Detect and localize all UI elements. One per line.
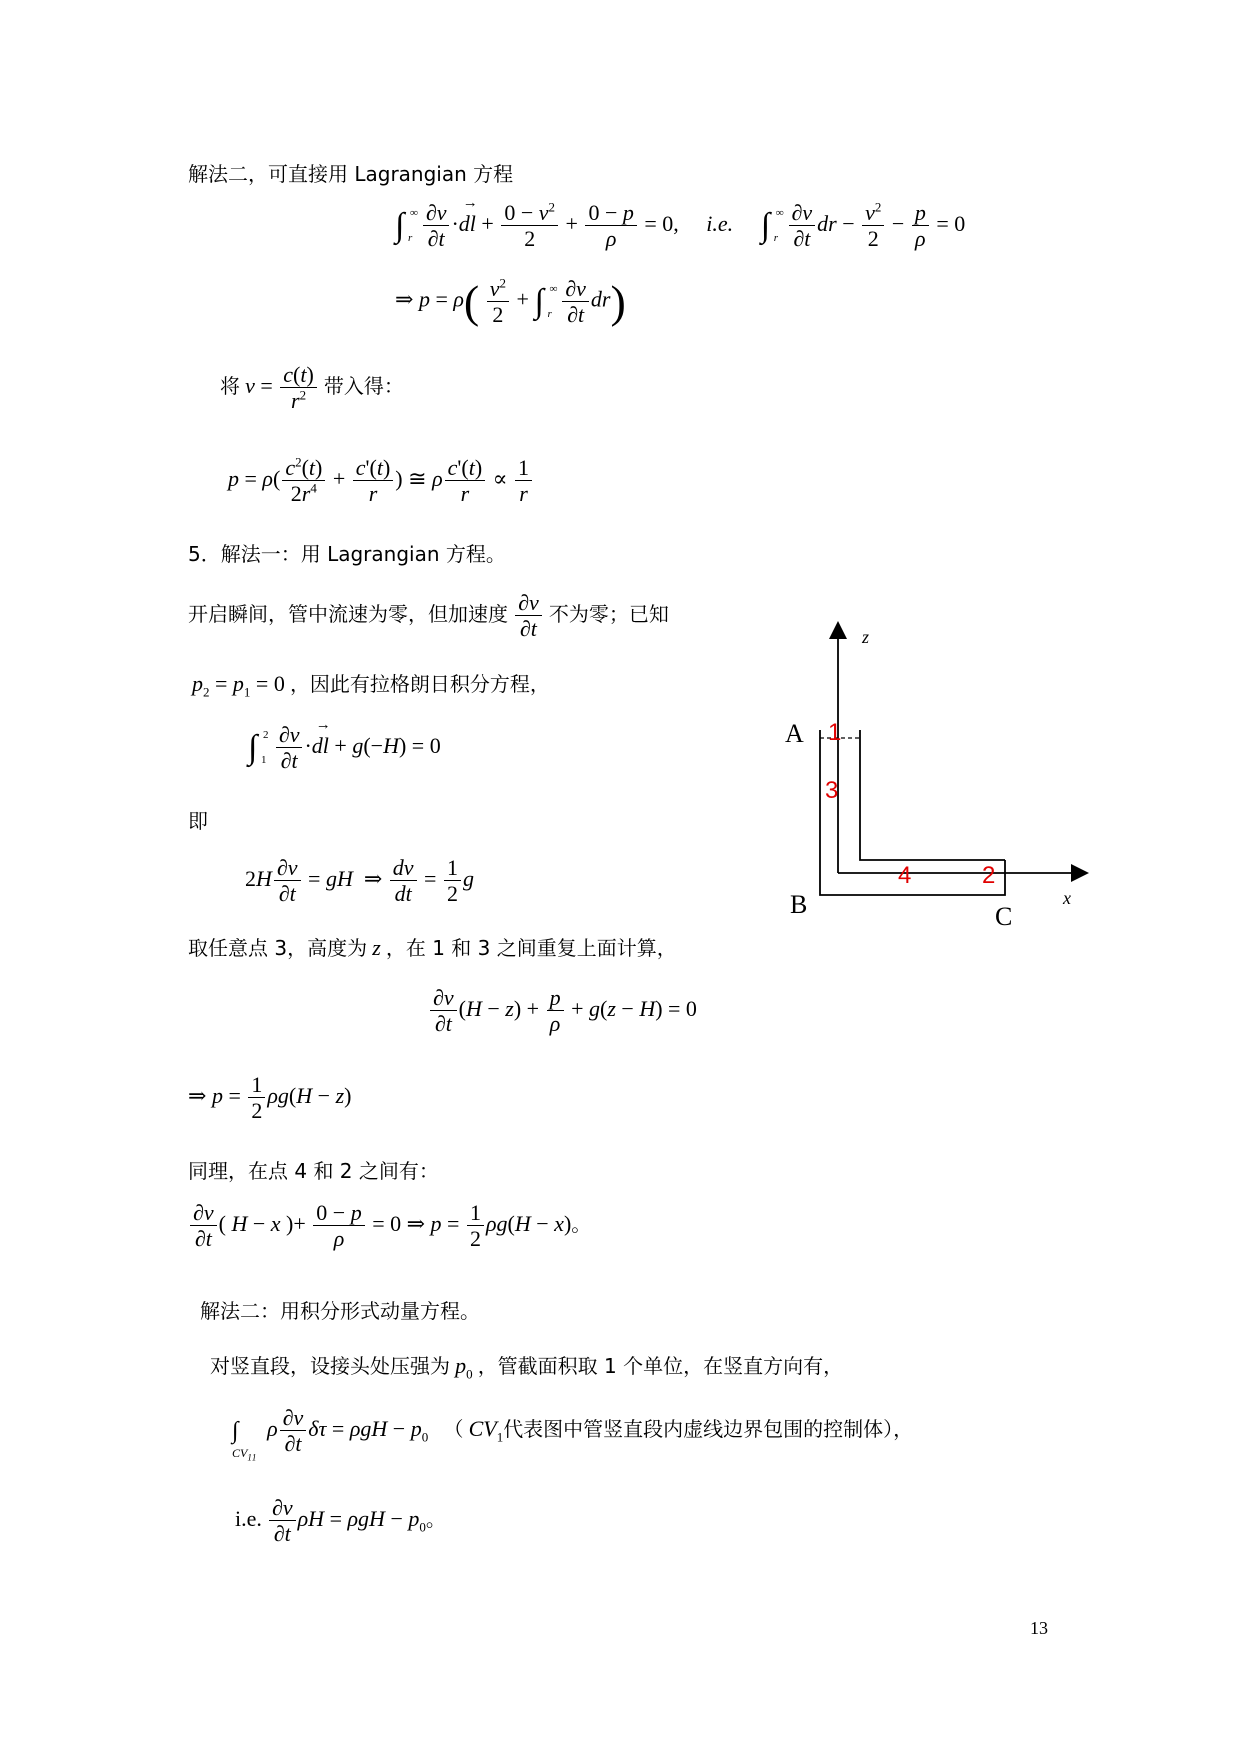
x-axis-label: x xyxy=(1063,888,1071,908)
point-3-text: 取任意点 3，高度为 xyxy=(188,936,368,960)
substitution-prefix: 将 xyxy=(220,373,240,398)
pressure-vertical-result: ⇒ p = $\frac{1}{2}$ ρg(H − z) xyxy=(188,1072,352,1124)
pressure-result-equation: p = ρ( $\frac{c^2(t)}{2r^4}$ + $\frac{c'(t)}{r}$ ) ≅ ρ $\frac{c'(t)}{r}$ ∝ $\frac{1}{r}$ xyxy=(228,455,534,507)
known-pressure-line: $p_2 = p_1 = 0$ ，因此有拉格朗日积分方程， xyxy=(192,671,550,700)
vertical-suffix: ，管截面积取 1 个单位，在竖直方向有， xyxy=(477,1354,844,1378)
lagrangian-equation-2: ⇒ p = ρ( $\frac{v^2}{2}$ + ∫ ∞ r $\frac{\partial v}{\partial t}$ dr) xyxy=(395,275,626,327)
substitution-line: 将 v = $\frac{c(t)}{r^2}$ 带入得： xyxy=(220,362,404,414)
pipe-outer-wall xyxy=(820,730,1005,895)
ie-label: i.e. xyxy=(235,1505,262,1531)
pipe-diagram xyxy=(770,620,1110,950)
solution-two-header: 解法二，可直接用 Lagrangian 方程 xyxy=(188,162,514,186)
opening-moment-prefix: 开启瞬间，管中流速为零，但加速度 xyxy=(188,601,508,626)
acceleration-equation: 2H $\frac{\partial v}{\partial t}$ = gH ⇒ $\frac{dv}{dt}$ = $\frac{1}{2}$ g xyxy=(245,855,474,907)
point-1-label: 1 xyxy=(828,719,842,746)
solution-two-momentum-header: 解法二：用积分形式动量方程。 xyxy=(200,1299,480,1323)
opening-moment-suffix: 不为零；已知 xyxy=(548,601,669,626)
point-3-suffix: ，在 1 和 3 之间重复上面计算， xyxy=(385,936,677,960)
ie-equation-line: i.e. $\frac{\partial v}{\partial t}$ $\rho H = \rho gH - p_0$。 xyxy=(235,1495,446,1547)
point-4-label: 4 xyxy=(898,862,912,889)
label-C: C xyxy=(995,902,1013,931)
point-3-line: 取任意点 3，高度为 z ，在 1 和 3 之间重复上面计算， xyxy=(188,935,677,960)
control-volume-line: ∫ $CV_{11}$ ρ $\frac{\partial v}{\partial t}$ $\delta\tau = \rho gH - p_0$ （ $CV_1$代表图中管竖直段内虚线边界包围的控制体）， xyxy=(232,1405,914,1463)
same-reason-line: 同理，在点 4 和 2 之间有： xyxy=(188,1159,439,1183)
z-axis-label: z xyxy=(862,627,870,647)
opening-moment-line: 开启瞬间，管中流速为零，但加速度 $\frac{\partial v}{\partial t}$ 不为零；已知 xyxy=(188,590,669,642)
period-1: 。 xyxy=(571,1211,592,1236)
question-5-header: 5．解法一：用 Lagrangian 方程。 xyxy=(188,542,506,566)
label-B: B xyxy=(790,890,808,919)
period-2: 。 xyxy=(425,1506,446,1531)
page-number: 13 xyxy=(1030,1618,1048,1638)
ji-label: 即 xyxy=(188,809,208,833)
lagrangian-equation-1: ∫ ∞ r $\frac{\partial v}{\partial t}$ ·→ dl + $\frac{0 - v^2}{2}$ + $\frac{0 - p}{\rho}$ = 0, i.e. ∫ ∞ r $\frac{\partial v}{\partial t}$ dr − $\frac{v^2}{2}$ − $\frac{p}{\rho}$ = 0 xyxy=(395,200,965,252)
lagrange-integral-equation: ∫ 2 1 $\frac{\partial v}{\partial t}$ ·→ dl + g(−H) = 0 xyxy=(248,722,441,774)
point-3-equation: $\frac{\partial v}{\partial t}$ (H − z) + $\frac{p}{\rho}$ + g(z − H) = 0 xyxy=(428,985,697,1037)
horizontal-equation: $\frac{\partial v}{\partial t}$ ( H − x )+ $\frac{0 - p}{\rho}$ = 0 ⇒ p = $\frac{1}{2}$ ρg(H − x)。 xyxy=(188,1200,591,1252)
pipe-inner-wall xyxy=(860,730,1005,860)
point-3-label: 3 xyxy=(825,777,839,804)
point-2-label: 2 xyxy=(982,862,996,889)
vertical-prefix: 对竖直段，设接头处压强为 xyxy=(210,1354,450,1378)
known-pressure-suffix: ，因此有拉格朗日积分方程， xyxy=(289,672,550,696)
cv-note-open: （ xyxy=(443,1416,464,1441)
vertical-section-line: 对竖直段，设接头处压强为 $p_0$ ，管截面积取 1 个单位，在竖直方向有， xyxy=(210,1353,844,1382)
substitution-suffix: 带入得： xyxy=(323,373,404,398)
label-A: A xyxy=(785,719,804,748)
cv-note: 代表图中管竖直段内虚线边界包围的控制体）， xyxy=(503,1416,914,1441)
